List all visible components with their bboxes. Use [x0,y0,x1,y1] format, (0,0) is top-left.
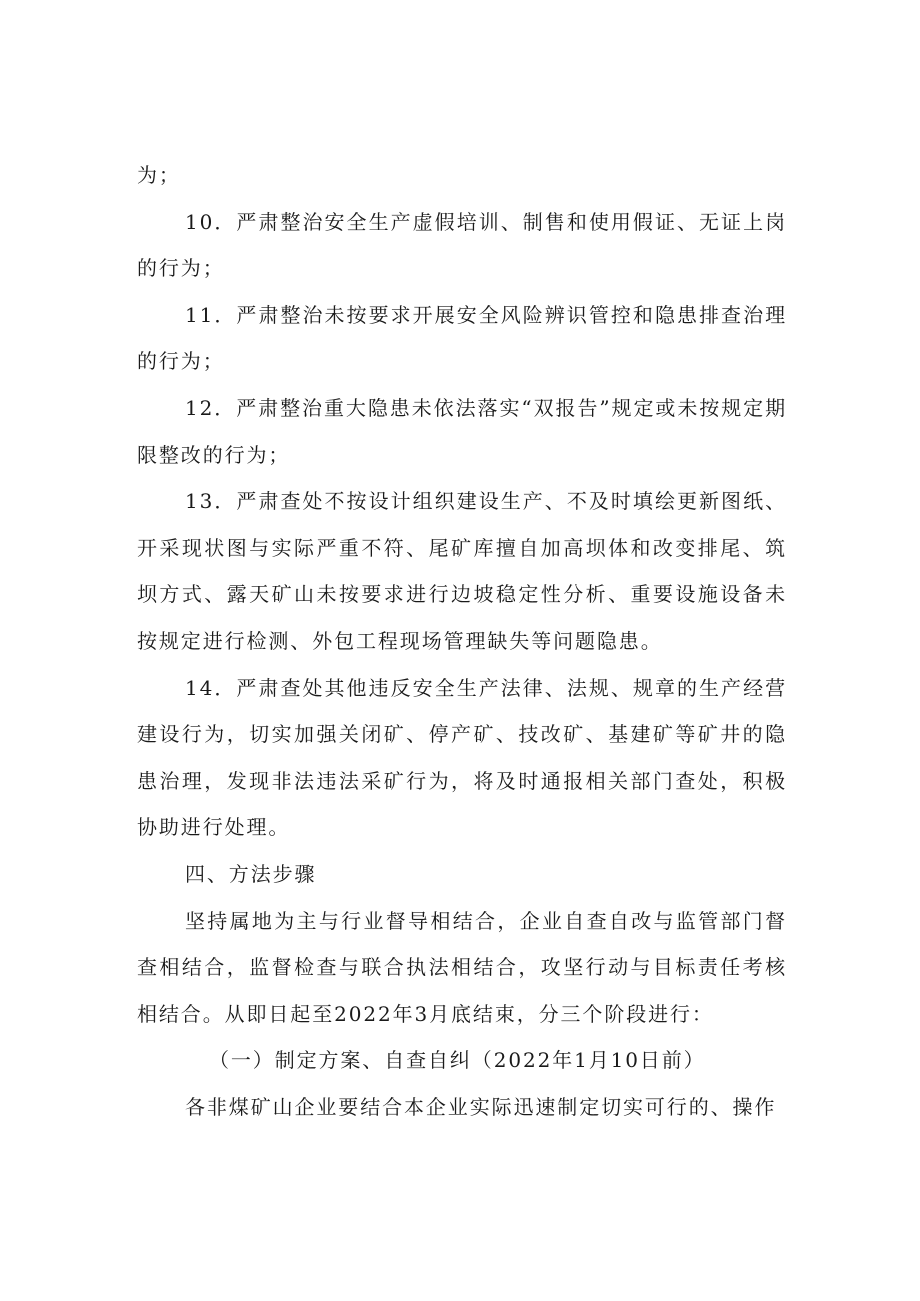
paragraph-item-14: 14．严肃查处其他违反安全生产法律、法规、规章的生产经营建设行为，切实加强关闭矿、停产矿、技改矿、基建矿等矿井的隐患治理，发现非法违法采矿行为，将及时通报相关部门查处，积极协助进行处理。 [137,675,787,840]
document-body [137,152,787,1130]
paragraph-stage-one: 各非煤矿山企业要结合本企业实际迅速制定切实可行的、操作 [185,1094,777,1119]
paragraph-item-12: 12．严肃整治重大隐患未依法落实“双报告”规定或未按规定期限整改的行为； [137,395,787,467]
paragraph-continuation: 为； [137,163,181,187]
paragraph-item-11: 11．严肃整治未按要求开展安全风险辨识管控和隐患排查治理的行为； [137,302,787,374]
subsection-heading: （一）制定方案、自查自纠（2022年1月10日前） [209,1048,706,1073]
section-heading: 四、方法步骤 [185,861,317,886]
paragraph-methods: 坚持属地为主与行业督导相结合，企业自查自改与监管部门督查相结合，监督检查与联合执法相结合，攻坚行动与目标责任考核相结合。从即日起至2022年3月底结束，分三个阶段进行： [137,908,787,1026]
paragraph-item-13: 13．严肃查处不按设计组织建设生产、不及时填绘更新图纸、开采现状图与实际严重不符、尾矿库擅自加高坝体和改变排尾、筑坝方式、露天矿山未按要求进行边坡稳定性分析、重要设施设备未按规定进行检测、外包工程现场管理缺失等问题隐患。 [137,489,787,653]
paragraph-item-10: 10．严肃整治安全生产虚假培训、制售和使用假证、无证上岗的行为； [137,209,787,281]
